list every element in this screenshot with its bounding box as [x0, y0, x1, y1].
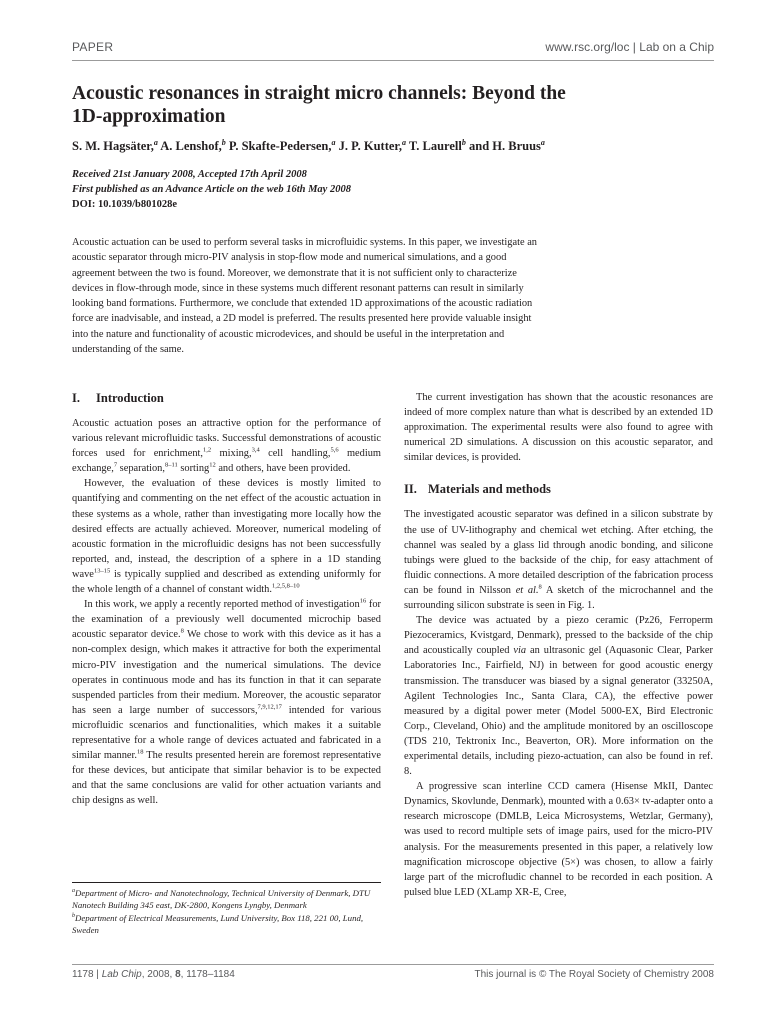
- reference-link[interactable]: 18: [137, 748, 144, 756]
- affiliation-mark: b: [461, 137, 466, 147]
- section-number: II.: [404, 482, 417, 497]
- journal-name: Lab on a Chip: [639, 40, 714, 54]
- header-rule: [72, 60, 714, 61]
- journal-link[interactable]: [545, 40, 714, 54]
- intro-paragraph-4: The current investigation has shown that the acoustic resonances are indeed of more complex nature than what is described by an extended 1D approximation. The experimental results were also found to agree with numerical 2D simulations. A discussion on this acoustic separator, and similar devices, is provided.: [404, 392, 713, 464]
- author: P. Skafte-Pedersen,: [228, 139, 332, 153]
- reference-link[interactable]: 16: [359, 597, 367, 605]
- text: sorting: [177, 463, 210, 475]
- affiliation-mark: a: [153, 137, 158, 147]
- methods-paragraph-3: A progressive scan interline CCD camera (Hisense MkII, Dantec Dynamics, Skovlunde, Denmark), mounted with a 0.63× tv-adapter onto a research microscope (DMLB, Leica Microsystems, Wetzlar, Germany), was used to record multiple sets of image pairs, used for the micro-PIV analysis. For the measurements presented in this paper, a relatively low magnification microscope objective (5×) was chosen, to allow a fairly large part of the microfludic channel to be recorded in each position. A pulsed blue LED (XLamp XR-E, Cree,: [404, 781, 713, 898]
- text: In this work, we apply a recently reported method of investigation: [84, 599, 360, 611]
- header-separator: |: [632, 40, 636, 54]
- text: mixing,: [211, 448, 252, 460]
- methods-paragraph-2: [404, 613, 713, 779]
- text: The results presented herein are foremost representative for these devices, but anticipate that similar behavior is to be expected and that the same conclusions are valid for other actuation variants and chip designs as well.: [72, 750, 381, 807]
- citation-year: , 2008,: [141, 969, 176, 980]
- reference-link[interactable]: 1,2,5,8–10: [271, 582, 300, 590]
- citation-pages: , 1178–1184: [180, 969, 235, 980]
- running-head: [72, 38, 714, 58]
- text: We chose to work with this device as it has a non-complex design, which makes it attractive for both the experimental micro-PIV investigation and the numerical simulations. The device operates in continuous mode and has its function in that it can separate suspended particles from their medium. Moreover, the acoustic separator has seen a large number of successors,: [72, 629, 381, 716]
- article-title: [72, 82, 692, 128]
- affiliation-mark: a: [540, 137, 545, 147]
- section-title: Materials and methods: [428, 482, 551, 497]
- author: T. Laurell: [408, 139, 462, 153]
- section-title: Introduction: [96, 391, 164, 405]
- text: is typically supplied and described as extending uniformly for the whole length of a channel of constant width.: [72, 568, 381, 596]
- text: The investigated acoustic separator was defined in a silicon substrate by the use of UV-lithography and chemical wet etching. After etching, the channel was sealed by a glass lid through anodic bonding, and silicone tubings were glued to the backside of the chip, for easy attachment of fluidic connections. A more detailed description of the fabrication process can be found in Nilsson: [404, 509, 713, 596]
- left-column: [72, 390, 381, 808]
- section-heading-methods: [404, 481, 713, 497]
- intro-paragraph-2: [72, 476, 381, 597]
- affiliation-mark: b: [221, 137, 226, 147]
- title-line-1: Acoustic resonances in straight micro channels: Beyond the: [72, 83, 566, 104]
- text-italic: via: [513, 645, 527, 657]
- reference-link[interactable]: 13–15: [93, 567, 111, 575]
- page-number: 1178: [72, 969, 94, 980]
- author: J. P. Kutter,: [338, 139, 402, 153]
- journal-url[interactable]: www.rsc.org/loc: [545, 40, 630, 54]
- text: separation,: [117, 463, 165, 475]
- doi-link[interactable]: DOI: 10.1039/b801028e: [72, 199, 177, 210]
- text: Acoustic actuation poses an attractive option for the performance of various relevant microfluidic tasks. Successful demonstrations of acoustic forces used for enrichment,: [72, 418, 381, 460]
- citation-volume: 8: [175, 969, 181, 980]
- text: However, the evaluation of these devices is mostly limited to quantifying and commenting on the net effect of the acoustic actuation in these systems as a whole, rather than investigating more locally how the desired effects are actually achieved. Moreover, numerical modeling of acoustic formation in the microfluidic designs has not been successfully reported, and, instead, the description of a sphere in a 1D standing wave: [72, 478, 381, 580]
- footer-separator: |: [96, 969, 99, 980]
- author: A. Lenshof,: [160, 139, 222, 153]
- reference-link[interactable]: 7: [113, 461, 118, 469]
- affiliation-mark: a: [331, 137, 336, 147]
- text-italic: et al.: [515, 584, 539, 596]
- footnote-text: Department of Electrical Measurements, Lund University, Box 118, 221 00, Lund, Sweden: [72, 913, 364, 935]
- text: intended for various microfluidic scenarios and functionalities, which makes it a suitable representative for a whole range of devices actuated and fabricated in a similar manner.: [72, 704, 381, 762]
- author-list: [72, 138, 712, 154]
- reference-link[interactable]: 8: [180, 627, 184, 635]
- copyright-notice: This journal is © The Royal Society of Chemistry 2008: [474, 969, 714, 980]
- text: for the examination of a previously well documented microchip based acoustic separator device.: [72, 599, 381, 641]
- footnote-text: Department of Micro- and Nanotechnology, Technical University of Denmark, DTU Nanotech Building 345 east, DK-2800, Kongens Lyngby, Denmark: [72, 888, 371, 910]
- text: medium exchange,: [72, 448, 381, 475]
- reference-link[interactable]: 3,4: [251, 446, 260, 454]
- text: cell handling,: [259, 448, 331, 460]
- footnote-mark: a: [72, 888, 75, 895]
- affiliation-footnotes: [72, 888, 381, 938]
- page-footer: [72, 969, 714, 985]
- right-column: [404, 390, 713, 900]
- text: an ultrasonic gel (Aquasonic Clear, Parker Laboratories Inc., Fairfield, NJ) in between for good acoustic energy transmission. The transducer was biased by a signal generator (33250A, Agilent Technologies Inc., Santa Clara, CA), the effective power measured by a digital power meter (Model 5000-EX, Bird Electronic Corp., Cleveland, Ohio) and the amplitude monitored by an oscilloscope (TDS 210, Tektronix Inc., Beaverton, OR). More information on the experimental details, including piezo-actuation, can also be found in ref. 8.: [404, 645, 714, 778]
- published-date: First published as an Advance Article on the web 16th May 2008: [72, 184, 351, 195]
- affiliation-mark: a: [401, 137, 406, 147]
- reference-link[interactable]: 8–11: [164, 461, 178, 469]
- footer-rule: [72, 964, 714, 965]
- footnote-rule: [72, 882, 381, 883]
- methods-paragraph-1: [404, 507, 713, 613]
- author: and H. Bruus: [469, 139, 541, 153]
- footnote-mark: b: [72, 913, 75, 920]
- reference-link[interactable]: 8: [538, 583, 542, 591]
- reference-link[interactable]: 1,2: [203, 446, 212, 454]
- reference-link[interactable]: 5,6: [330, 446, 339, 454]
- journal-abbrev: Lab Chip: [101, 969, 142, 980]
- footnote: [72, 888, 381, 911]
- reference-link[interactable]: 7,9,12,17: [257, 703, 282, 711]
- intro-paragraph-1: [72, 416, 381, 476]
- section-label: PAPER: [72, 40, 114, 54]
- text: A sketch of the microchannel and the surrounding silicon substrate is seen in Fig. 1.: [404, 584, 714, 612]
- abstract: Acoustic actuation can be used to perform several tasks in microfluidic systems. In this paper, we investigate an acoustic separator through micro-PIV analysis in stop-flow mode and numerical simulations, and a good agreement between the two is found. Moreover, we demonstrate that it is not sufficient only to characterize devices in flow-through mode, since in these systems much different resonant patterns can result in similarly looking band formations. Furthermore, we conclude that extended 1D approximations of the acoustic radiation force are inadvisable, and instead, a 2D model is preferred. The results presented here provide valuable insight into the nature and functionality of acoustic microdevices, and should be useful in the interpretation and understanding of the same.: [72, 237, 538, 355]
- reference-link[interactable]: 12: [209, 461, 216, 469]
- section-heading-introduction: [72, 390, 381, 406]
- text: The device was actuated by a piezo ceramic (Pz26, Ferroperm Piezoceramics, Kvistgard, Denmark), pressed to the backside of the chip and acoustically coupled: [404, 615, 713, 657]
- footnote: [72, 913, 381, 936]
- intro-paragraph-3: [72, 597, 381, 808]
- received-date: Received 21st January 2008, Accepted 17th April 2008: [72, 169, 307, 180]
- section-number: I.: [72, 391, 80, 405]
- author: S. M. Hagsäter,: [72, 139, 154, 153]
- citation-line: [72, 969, 235, 980]
- section-spacer: [404, 465, 713, 481]
- text: and others, have been provided.: [215, 463, 351, 475]
- title-line-2: 1D-approximation: [72, 106, 226, 127]
- publication-dates: [72, 167, 712, 212]
